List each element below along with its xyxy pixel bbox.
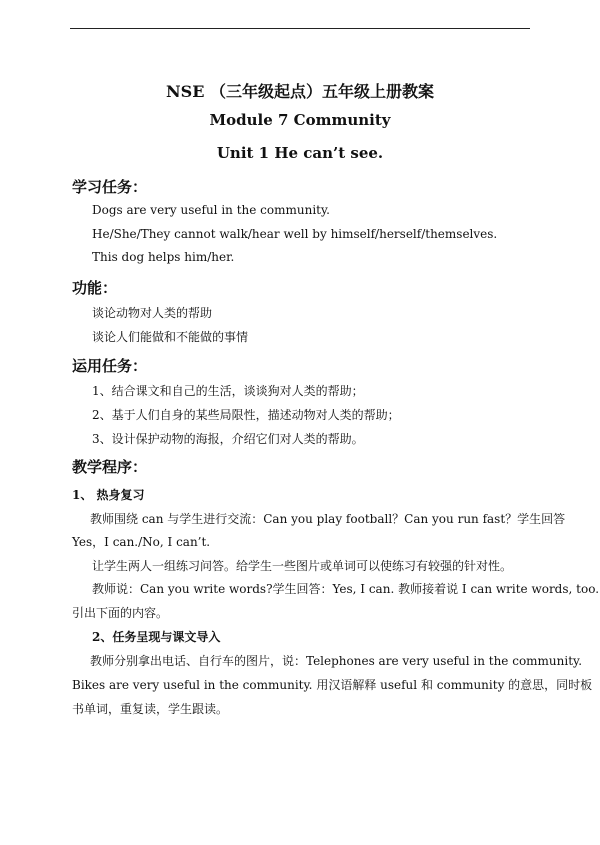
step1-title: 1、 热身复习 [72,488,145,502]
application-line: 2、基于人们自身的某些局限性，描述动物对人类的帮助； [92,408,400,422]
step2-line: Bikes are very useful in the community. 用汉语解释 useful 和 community 的意思，同时板 [72,678,593,692]
step1-line: 让学生两人一组练习问答。给学生一些图片或单词可以使练习有较强的针对性。 [92,559,513,573]
function-line: 谈论人们能做和不能做的事情 [92,330,249,344]
application-line: 1、结合课文和自己的生活，谈谈狗对人类的帮助； [92,384,364,398]
task-line: Dogs are very useful in the community. [92,203,330,217]
step2-line: 书单词，重复读，学生跟读。 [72,702,229,716]
application-heading: 运用任务： [72,357,148,375]
function-line: 谈论动物对人类的帮助 [92,306,213,320]
tasks-heading: 学习任务： [72,178,148,196]
step1-line: 教师说：Can you write words?学生回答：Yes, I can. 教师接着说 I can write words, too. [92,582,600,596]
step2-line: 教师分别拿出电话、自行车的图片，说：Telephones are very useful in the community. [90,654,583,668]
header-rule [70,28,530,29]
step1-line: Yes，I can./No, I can’t. [72,535,211,549]
step1-line: 教师围绕 can 与学生进行交流：Can you play football？Can you run fast？学生回答 [90,512,566,526]
step1-line: 引出下面的内容。 [72,606,169,620]
functions-heading: 功能： [72,279,118,297]
task-line: This dog helps him/her. [92,250,235,264]
step2-title: 2、任务呈现与课文导入 [92,630,221,644]
module-title: Module 7 Community [209,111,391,129]
procedure-heading: 教学程序： [72,458,148,476]
unit-title: Unit 1 He can’t see. [216,144,384,162]
application-line: 3、设计保护动物的海报，介绍它们对人类的帮助。 [92,432,364,446]
task-line: He/She/They cannot walk/hear well by himself/herself/themselves. [92,227,498,241]
document-title: NSE （三年级起点）五年级上册教案 [166,82,434,101]
